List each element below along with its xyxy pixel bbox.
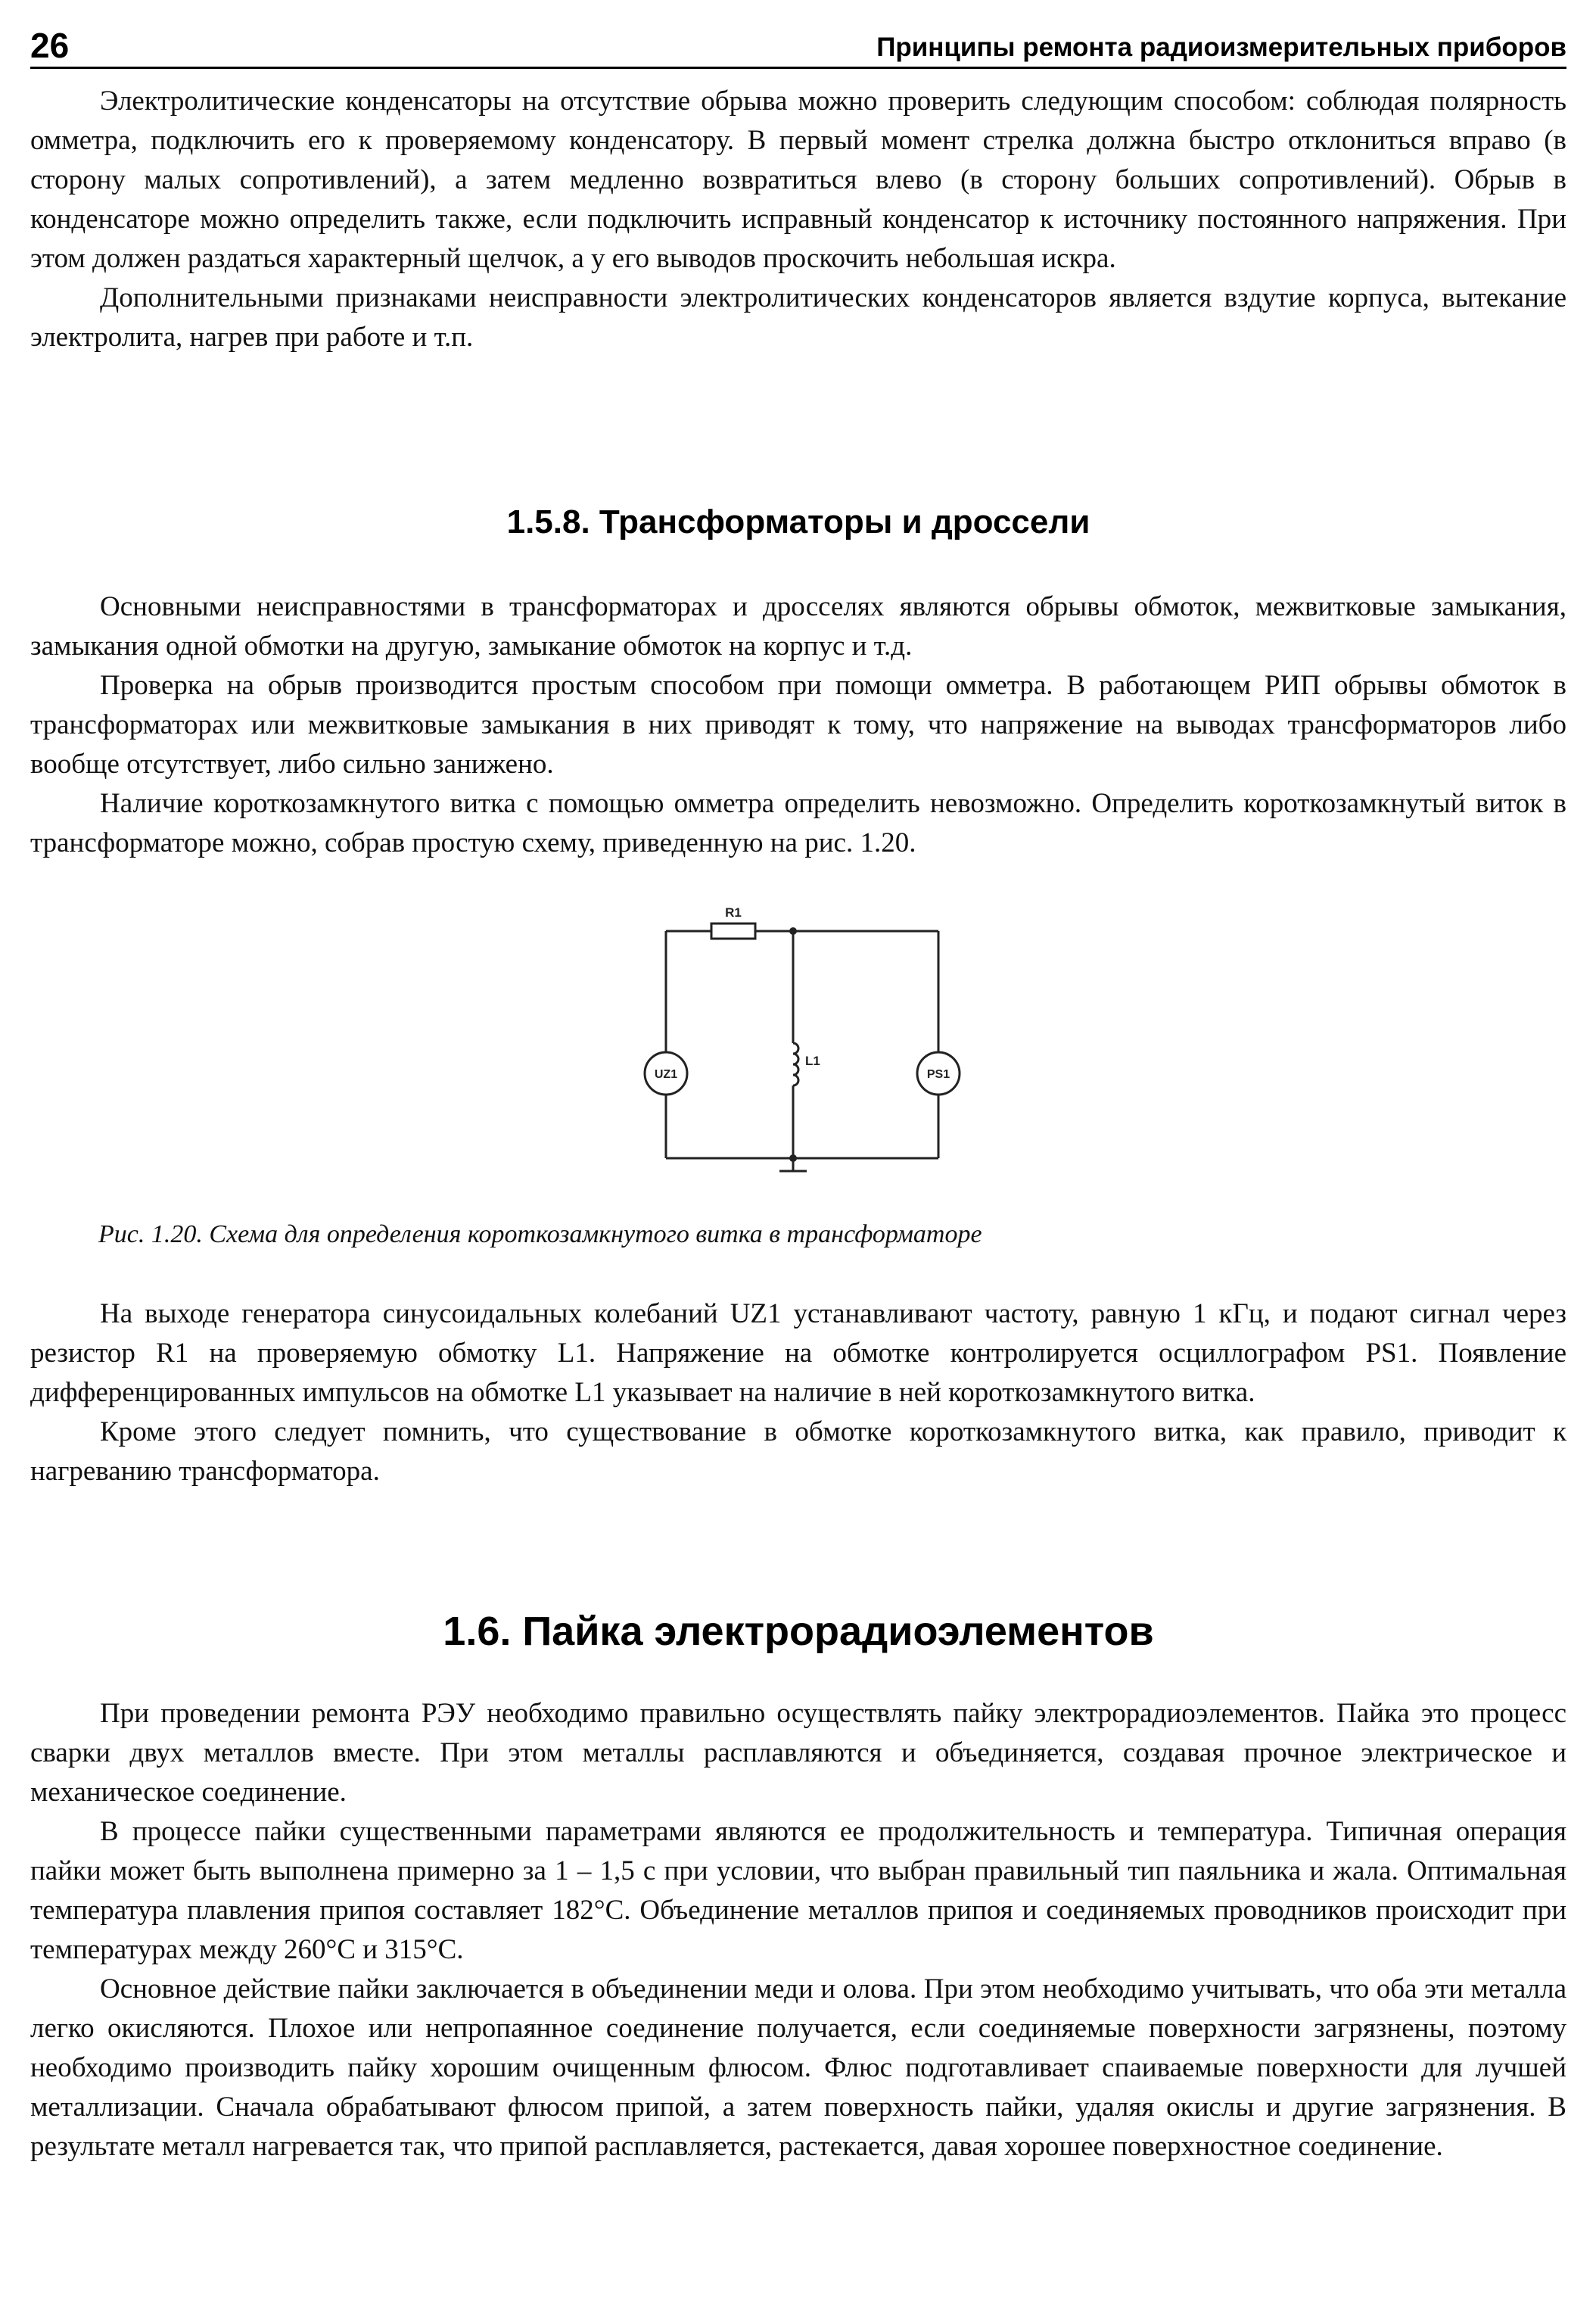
paragraph: Основное действие пайки заключается в объединении меди и олова. При этом необходимо учитывать, что оба эти металла легко окисляются. Плохое или непропаянное соединение получается, если соединяемые поверхности загрязнены, поэтому необходимо производить пайку хорошим очищенным флюсом. Флюс подготавливает спаиваемые поверхности для лучшей металлизации. Сначала обрабатывают флюсом припой, а затем поверхность пайки, удаляя окислы и другие загрязнения. В результате металл нагревается так, что припой расплавляется, растекается, давая хорошее поверхностное соединение.	[30, 1973, 1566, 2162]
paragraph: Наличие короткозамкнутого витка с помощью омметра определить невозможно. Определить короткозамкнутый виток в трансформаторе можно, собрав простую схему, приведенную на рис. 1.20.	[30, 788, 1566, 858]
paragraph: Кроме этого следует помнить, что существование в обмотке короткозамкнутого витка, как правило, приводит к нагреванию трансформатора.	[30, 1416, 1566, 1487]
running-title: Принципы ремонта радиоизмерительных приборов	[876, 33, 1566, 62]
intro-text	[30, 82, 1566, 357]
label-ps1: PS1	[926, 1068, 950, 1081]
paragraph: Электролитические конденсаторы на отсутствие обрыва можно проверить следующим способом: соблюдая полярность омметра, подключить его к проверяемому конденсатору. В первый момент стрелка должна быстро отклониться вправо (в сторону малых сопротивлений), а затем медленно возвратиться влево (в сторону больших сопротивлений). Обрыв в конденсаторе можно определить также, если подключить исправный конденсатор к источнику постоянного напряжения. При этом должен раздаться характерный щелчок, а у его выводов проскочить небольшая искра.	[30, 86, 1566, 274]
label-uz1: UZ1	[654, 1068, 678, 1081]
label-r1: R1	[725, 905, 742, 920]
section-1-5-8-text	[30, 587, 1566, 863]
paragraph: Дополнительными признаками неисправности электролитических конденсаторов является вздутие корпуса, вытекание электролита, нагрев при работе и т.п.	[30, 282, 1566, 353]
paragraph: При проведении ремонта РЭУ необходимо правильно осуществлять пайку электрорадиоэлементов. Пайка это процесс сварки двух металлов вместе. При этом металлы расплавляются и объединяется, создавая прочное электрическое и механическое соединение.	[30, 1698, 1566, 1808]
junction-top	[789, 927, 797, 935]
paragraph: Основными неисправностями в трансформаторах и дросселях являются обрывы обмоток, межвитковые замыкания, замыкания одной обмотки на другую, замыкание обмоток на корпус и т.д.	[30, 591, 1566, 662]
figure-caption: Рис. 1.20. Схема для определения короткозамкнутого витка в трансформаторе	[98, 1220, 982, 1248]
circuit-figure	[621, 897, 984, 1181]
page-header	[30, 24, 1566, 69]
paragraph: Проверка на обрыв производится простым способом при помощи омметра. В работающем РИП обрывы обмоток в трансформаторах или межвитковые замыкания в них приводят к тому, что напряжение на выводах трансформаторов либо вообще отсутствует, либо сильно занижено.	[30, 670, 1566, 780]
circuit-diagram	[621, 897, 984, 1181]
paragraph: В процессе пайки существенными параметрами являются ее продолжительность и температура. Типичная операция пайки может быть выполнена примерно за 1 – 1,5 с при условии, что выбран правильный тип паяльника и жала. Оптимальная температура плавления припоя составляет 182°С. Объединение металлов припоя и соединяемых проводников происходит при температурах между 260°С и 315°С.	[30, 1816, 1566, 1965]
label-l1: L1	[805, 1054, 820, 1068]
section-1-6-text	[30, 1694, 1566, 2166]
after-figure-text	[30, 1294, 1566, 1491]
resistor-symbol	[711, 924, 755, 939]
inductor-symbol	[793, 1043, 798, 1086]
page-number: 26	[30, 26, 70, 65]
section-title-1-6: 1.6. Пайка электрорадиоэлементов	[443, 1609, 1154, 1654]
paragraph: На выходе генератора синусоидальных колебаний UZ1 устанавливают частоту, равную 1 кГц, и подают сигнал через резистор R1 на проверяемую обмотку L1. Напряжение на обмотке контролируется осциллографом PS1. Появление дифференцированных импульсов на обмотке L1 указывает на наличие в ней короткозамкнутого витка.	[30, 1298, 1566, 1408]
section-title-1-5-8: 1.5.8. Трансформаторы и дроссели	[506, 503, 1090, 540]
junction-bottom	[789, 1154, 797, 1162]
